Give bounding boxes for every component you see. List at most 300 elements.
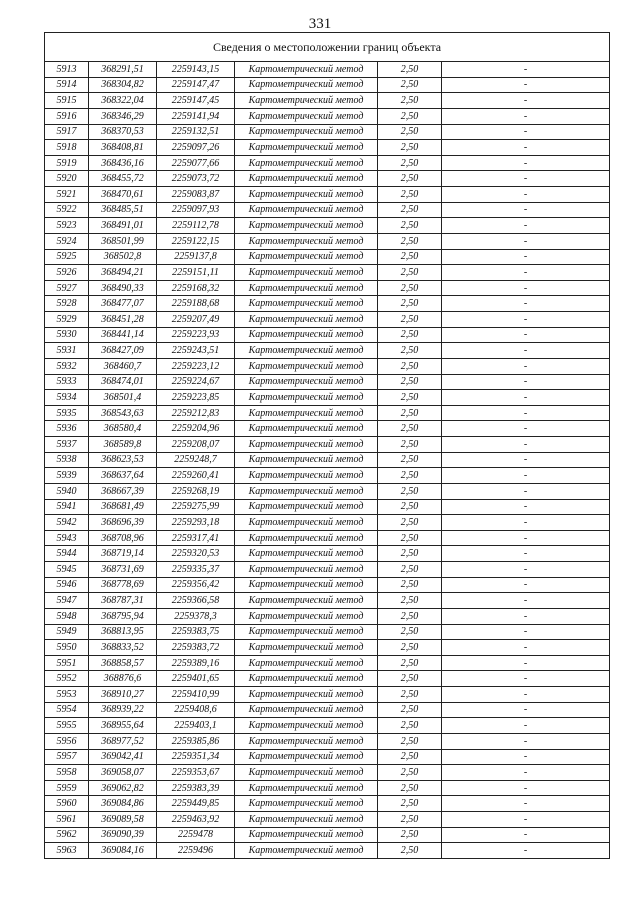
accuracy-cell: 2,50 — [378, 593, 442, 609]
point-number-cell: 5958 — [45, 765, 89, 781]
coord-x-cell: 368291,51 — [89, 62, 157, 78]
coord-x-cell: 368494,21 — [89, 265, 157, 281]
coord-y-cell: 2259132,51 — [157, 124, 235, 140]
coord-y-cell: 2259478 — [157, 827, 235, 843]
coord-x-cell: 368455,72 — [89, 171, 157, 187]
point-number-cell: 5921 — [45, 187, 89, 203]
accuracy-cell: 2,50 — [378, 202, 442, 218]
accuracy-cell: 2,50 — [378, 187, 442, 203]
coord-x-cell: 368637,64 — [89, 468, 157, 484]
table-row — [45, 390, 610, 406]
point-number-cell: 5930 — [45, 327, 89, 343]
note-cell: - — [442, 749, 610, 765]
point-number-cell: 5959 — [45, 780, 89, 796]
table-row — [45, 702, 610, 718]
accuracy-cell: 2,50 — [378, 93, 442, 109]
point-number-cell: 5927 — [45, 280, 89, 296]
table-row — [45, 124, 610, 140]
point-number-cell: 5931 — [45, 343, 89, 359]
table-row — [45, 327, 610, 343]
note-cell: - — [442, 233, 610, 249]
coord-x-cell: 368681,49 — [89, 499, 157, 515]
coord-y-cell: 2259385,86 — [157, 733, 235, 749]
accuracy-cell: 2,50 — [378, 124, 442, 140]
coord-y-cell: 2259389,16 — [157, 655, 235, 671]
accuracy-cell: 2,50 — [378, 218, 442, 234]
accuracy-cell: 2,50 — [378, 530, 442, 546]
note-cell: - — [442, 327, 610, 343]
accuracy-cell: 2,50 — [378, 155, 442, 171]
note-cell: - — [442, 218, 610, 234]
table-row — [45, 624, 610, 640]
method-cell: Картометрический метод — [235, 108, 378, 124]
method-cell: Картометрический метод — [235, 687, 378, 703]
method-cell: Картометрический метод — [235, 780, 378, 796]
note-cell: - — [442, 312, 610, 328]
note-cell: - — [442, 655, 610, 671]
note-cell: - — [442, 671, 610, 687]
point-number-cell: 5954 — [45, 702, 89, 718]
coord-y-cell: 2259268,19 — [157, 483, 235, 499]
point-number-cell: 5916 — [45, 108, 89, 124]
note-cell: - — [442, 608, 610, 624]
coord-x-cell: 368787,31 — [89, 593, 157, 609]
accuracy-cell: 2,50 — [378, 390, 442, 406]
table-row — [45, 202, 610, 218]
coord-x-cell: 368370,53 — [89, 124, 157, 140]
coord-x-cell: 368501,99 — [89, 233, 157, 249]
accuracy-cell: 2,50 — [378, 405, 442, 421]
table-row — [45, 93, 610, 109]
method-cell: Картометрический метод — [235, 499, 378, 515]
accuracy-cell: 2,50 — [378, 77, 442, 93]
method-cell: Картометрический метод — [235, 593, 378, 609]
coord-x-cell: 368667,39 — [89, 483, 157, 499]
coord-y-cell: 2259224,67 — [157, 374, 235, 390]
note-cell: - — [442, 171, 610, 187]
note-cell: - — [442, 452, 610, 468]
coord-y-cell: 2259143,15 — [157, 62, 235, 78]
coord-y-cell: 2259351,34 — [157, 749, 235, 765]
coord-x-cell: 368491,01 — [89, 218, 157, 234]
note-cell: - — [442, 515, 610, 531]
note-cell: - — [442, 687, 610, 703]
point-number-cell: 5943 — [45, 530, 89, 546]
point-number-cell: 5953 — [45, 687, 89, 703]
method-cell: Картометрический метод — [235, 608, 378, 624]
accuracy-cell: 2,50 — [378, 249, 442, 265]
method-cell: Картометрический метод — [235, 140, 378, 156]
method-cell: Картометрический метод — [235, 374, 378, 390]
accuracy-cell: 2,50 — [378, 374, 442, 390]
note-cell: - — [442, 624, 610, 640]
coord-x-cell: 368876,6 — [89, 671, 157, 687]
coord-y-cell: 2259141,94 — [157, 108, 235, 124]
method-cell: Картометрический метод — [235, 437, 378, 453]
coord-y-cell: 2259403,1 — [157, 718, 235, 734]
coord-y-cell: 2259223,93 — [157, 327, 235, 343]
note-cell: - — [442, 124, 610, 140]
note-cell: - — [442, 108, 610, 124]
method-cell: Картометрический метод — [235, 171, 378, 187]
note-cell: - — [442, 280, 610, 296]
accuracy-cell: 2,50 — [378, 765, 442, 781]
method-cell: Картометрический метод — [235, 421, 378, 437]
point-number-cell: 5939 — [45, 468, 89, 484]
coord-x-cell: 368719,14 — [89, 546, 157, 562]
accuracy-cell: 2,50 — [378, 608, 442, 624]
point-number-cell: 5929 — [45, 312, 89, 328]
accuracy-cell: 2,50 — [378, 468, 442, 484]
point-number-cell: 5928 — [45, 296, 89, 312]
method-cell: Картометрический метод — [235, 515, 378, 531]
method-cell: Картометрический метод — [235, 249, 378, 265]
point-number-cell: 5948 — [45, 608, 89, 624]
accuracy-cell: 2,50 — [378, 624, 442, 640]
accuracy-cell: 2,50 — [378, 437, 442, 453]
coord-x-cell: 369042,41 — [89, 749, 157, 765]
coord-x-cell: 369058,07 — [89, 765, 157, 781]
note-cell: - — [442, 530, 610, 546]
coord-y-cell: 2259204,96 — [157, 421, 235, 437]
coord-x-cell: 368477,07 — [89, 296, 157, 312]
table-row — [45, 577, 610, 593]
coord-x-cell: 368436,16 — [89, 155, 157, 171]
table-row — [45, 687, 610, 703]
coord-y-cell: 2259378,3 — [157, 608, 235, 624]
point-number-cell: 5962 — [45, 827, 89, 843]
note-cell: - — [442, 155, 610, 171]
note-cell: - — [442, 265, 610, 281]
point-number-cell: 5933 — [45, 374, 89, 390]
coord-x-cell: 368346,29 — [89, 108, 157, 124]
table-row — [45, 733, 610, 749]
table-row — [45, 280, 610, 296]
coord-y-cell: 2259335,37 — [157, 562, 235, 578]
method-cell: Картометрический метод — [235, 218, 378, 234]
point-number-cell: 5940 — [45, 483, 89, 499]
coord-y-cell: 2259097,26 — [157, 140, 235, 156]
method-cell: Картометрический метод — [235, 562, 378, 578]
note-cell: - — [442, 640, 610, 656]
table-row — [45, 421, 610, 437]
coord-y-cell: 2259401,65 — [157, 671, 235, 687]
coord-x-cell: 369084,16 — [89, 843, 157, 859]
table-row — [45, 843, 610, 859]
coord-y-cell: 2259147,45 — [157, 93, 235, 109]
table-row — [45, 780, 610, 796]
method-cell: Картометрический метод — [235, 671, 378, 687]
method-cell: Картометрический метод — [235, 124, 378, 140]
point-number-cell: 5923 — [45, 218, 89, 234]
coord-y-cell: 2259137,8 — [157, 249, 235, 265]
table-title-row — [45, 33, 610, 62]
coord-y-cell: 2259463,92 — [157, 812, 235, 828]
table-row — [45, 233, 610, 249]
coord-y-cell: 2259097,93 — [157, 202, 235, 218]
coord-x-cell: 368490,33 — [89, 280, 157, 296]
coord-x-cell: 368485,51 — [89, 202, 157, 218]
note-cell: - — [442, 546, 610, 562]
accuracy-cell: 2,50 — [378, 843, 442, 859]
accuracy-cell: 2,50 — [378, 452, 442, 468]
coord-x-cell: 368833,52 — [89, 640, 157, 656]
coord-x-cell: 368910,27 — [89, 687, 157, 703]
method-cell: Картометрический метод — [235, 468, 378, 484]
table-row — [45, 608, 610, 624]
method-cell: Картометрический метод — [235, 62, 378, 78]
point-number-cell: 5913 — [45, 62, 89, 78]
method-cell: Картометрический метод — [235, 233, 378, 249]
accuracy-cell: 2,50 — [378, 483, 442, 499]
accuracy-cell: 2,50 — [378, 640, 442, 656]
table-row — [45, 640, 610, 656]
coord-x-cell: 368580,4 — [89, 421, 157, 437]
note-cell: - — [442, 765, 610, 781]
accuracy-cell: 2,50 — [378, 546, 442, 562]
coord-y-cell: 2259077,66 — [157, 155, 235, 171]
table-row — [45, 765, 610, 781]
method-cell: Картометрический метод — [235, 749, 378, 765]
coord-x-cell: 368451,28 — [89, 312, 157, 328]
table-row — [45, 718, 610, 734]
table-row — [45, 468, 610, 484]
point-number-cell: 5926 — [45, 265, 89, 281]
table-row — [45, 671, 610, 687]
coord-y-cell: 2259260,41 — [157, 468, 235, 484]
point-number-cell: 5919 — [45, 155, 89, 171]
coord-x-cell: 368501,4 — [89, 390, 157, 406]
table-body — [45, 33, 610, 859]
coord-x-cell: 368304,82 — [89, 77, 157, 93]
note-cell: - — [442, 374, 610, 390]
note-cell: - — [442, 780, 610, 796]
accuracy-cell: 2,50 — [378, 233, 442, 249]
coord-x-cell: 368460,7 — [89, 358, 157, 374]
table-row — [45, 218, 610, 234]
point-number-cell: 5935 — [45, 405, 89, 421]
table-row — [45, 358, 610, 374]
accuracy-cell: 2,50 — [378, 687, 442, 703]
table-row — [45, 171, 610, 187]
point-number-cell: 5917 — [45, 124, 89, 140]
coord-y-cell: 2259112,78 — [157, 218, 235, 234]
table-row — [45, 62, 610, 78]
method-cell: Картометрический метод — [235, 640, 378, 656]
point-number-cell: 5924 — [45, 233, 89, 249]
note-cell: - — [442, 249, 610, 265]
note-cell: - — [442, 702, 610, 718]
table-row — [45, 265, 610, 281]
coord-y-cell: 2259208,07 — [157, 437, 235, 453]
table-row — [45, 499, 610, 515]
coord-y-cell: 2259383,72 — [157, 640, 235, 656]
point-number-cell: 5918 — [45, 140, 89, 156]
coord-y-cell: 2259212,83 — [157, 405, 235, 421]
note-cell: - — [442, 421, 610, 437]
note-cell: - — [442, 343, 610, 359]
note-cell: - — [442, 827, 610, 843]
method-cell: Картометрический метод — [235, 655, 378, 671]
accuracy-cell: 2,50 — [378, 343, 442, 359]
note-cell: - — [442, 93, 610, 109]
point-number-cell: 5952 — [45, 671, 89, 687]
point-number-cell: 5932 — [45, 358, 89, 374]
accuracy-cell: 2,50 — [378, 140, 442, 156]
method-cell: Картометрический метод — [235, 577, 378, 593]
method-cell: Картометрический метод — [235, 202, 378, 218]
point-number-cell: 5961 — [45, 812, 89, 828]
method-cell: Картометрический метод — [235, 405, 378, 421]
coord-x-cell: 368474,01 — [89, 374, 157, 390]
coord-x-cell: 368977,52 — [89, 733, 157, 749]
table-row — [45, 749, 610, 765]
table-row — [45, 827, 610, 843]
method-cell: Картометрический метод — [235, 796, 378, 812]
method-cell: Картометрический метод — [235, 624, 378, 640]
coord-x-cell: 368955,64 — [89, 718, 157, 734]
method-cell: Картометрический метод — [235, 155, 378, 171]
point-number-cell: 5955 — [45, 718, 89, 734]
coord-x-cell: 368408,81 — [89, 140, 157, 156]
point-number-cell: 5915 — [45, 93, 89, 109]
coord-x-cell: 368731,69 — [89, 562, 157, 578]
accuracy-cell: 2,50 — [378, 296, 442, 312]
note-cell: - — [442, 62, 610, 78]
note-cell: - — [442, 468, 610, 484]
coord-x-cell: 369084,86 — [89, 796, 157, 812]
coord-y-cell: 2259496 — [157, 843, 235, 859]
note-cell: - — [442, 405, 610, 421]
note-cell: - — [442, 562, 610, 578]
table-row — [45, 140, 610, 156]
note-cell: - — [442, 140, 610, 156]
coord-y-cell: 2259408,6 — [157, 702, 235, 718]
accuracy-cell: 2,50 — [378, 812, 442, 828]
note-cell: - — [442, 358, 610, 374]
coord-x-cell: 369089,58 — [89, 812, 157, 828]
method-cell: Картометрический метод — [235, 733, 378, 749]
accuracy-cell: 2,50 — [378, 515, 442, 531]
point-number-cell: 5920 — [45, 171, 89, 187]
accuracy-cell: 2,50 — [378, 671, 442, 687]
point-number-cell: 5960 — [45, 796, 89, 812]
method-cell: Картометрический метод — [235, 546, 378, 562]
coord-y-cell: 2259207,49 — [157, 312, 235, 328]
point-number-cell: 5925 — [45, 249, 89, 265]
point-number-cell: 5957 — [45, 749, 89, 765]
accuracy-cell: 2,50 — [378, 62, 442, 78]
coord-y-cell: 2259188,68 — [157, 296, 235, 312]
method-cell: Картометрический метод — [235, 265, 378, 281]
boundary-table — [44, 32, 610, 859]
coord-x-cell: 368623,53 — [89, 452, 157, 468]
note-cell: - — [442, 733, 610, 749]
coord-y-cell: 2259383,39 — [157, 780, 235, 796]
table-row — [45, 296, 610, 312]
accuracy-cell: 2,50 — [378, 265, 442, 281]
accuracy-cell: 2,50 — [378, 108, 442, 124]
point-number-cell: 5946 — [45, 577, 89, 593]
note-cell: - — [442, 577, 610, 593]
coord-x-cell: 368795,94 — [89, 608, 157, 624]
table-row — [45, 312, 610, 328]
coord-y-cell: 2259168,32 — [157, 280, 235, 296]
note-cell: - — [442, 593, 610, 609]
point-number-cell: 5937 — [45, 437, 89, 453]
method-cell: Картометрический метод — [235, 390, 378, 406]
coord-y-cell: 2259243,51 — [157, 343, 235, 359]
table-row — [45, 796, 610, 812]
method-cell: Картометрический метод — [235, 312, 378, 328]
accuracy-cell: 2,50 — [378, 499, 442, 515]
accuracy-cell: 2,50 — [378, 312, 442, 328]
table-row — [45, 437, 610, 453]
accuracy-cell: 2,50 — [378, 327, 442, 343]
note-cell: - — [442, 718, 610, 734]
table-row — [45, 530, 610, 546]
table-row — [45, 655, 610, 671]
coord-y-cell: 2259317,41 — [157, 530, 235, 546]
table-row — [45, 374, 610, 390]
coord-x-cell: 368858,57 — [89, 655, 157, 671]
method-cell: Картометрический метод — [235, 358, 378, 374]
point-number-cell: 5963 — [45, 843, 89, 859]
coord-y-cell: 2259248,7 — [157, 452, 235, 468]
coord-x-cell: 369062,82 — [89, 780, 157, 796]
coord-x-cell: 368502,8 — [89, 249, 157, 265]
page-number: 331 — [308, 16, 332, 32]
coord-x-cell: 368543,63 — [89, 405, 157, 421]
method-cell: Картометрический метод — [235, 452, 378, 468]
method-cell: Картометрический метод — [235, 483, 378, 499]
coord-y-cell: 2259410,99 — [157, 687, 235, 703]
coord-x-cell: 368939,22 — [89, 702, 157, 718]
accuracy-cell: 2,50 — [378, 827, 442, 843]
coord-y-cell: 2259353,67 — [157, 765, 235, 781]
method-cell: Картометрический метод — [235, 187, 378, 203]
table-row — [45, 249, 610, 265]
table-row — [45, 483, 610, 499]
table-row — [45, 155, 610, 171]
table-row — [45, 405, 610, 421]
accuracy-cell: 2,50 — [378, 421, 442, 437]
accuracy-cell: 2,50 — [378, 562, 442, 578]
note-cell: - — [442, 483, 610, 499]
point-number-cell: 5942 — [45, 515, 89, 531]
point-number-cell: 5950 — [45, 640, 89, 656]
point-number-cell: 5922 — [45, 202, 89, 218]
coord-y-cell: 2259293,18 — [157, 515, 235, 531]
method-cell: Картометрический метод — [235, 718, 378, 734]
table-row — [45, 187, 610, 203]
coord-y-cell: 2259320,53 — [157, 546, 235, 562]
point-number-cell: 5951 — [45, 655, 89, 671]
method-cell: Картометрический метод — [235, 765, 378, 781]
note-cell: - — [442, 812, 610, 828]
accuracy-cell: 2,50 — [378, 796, 442, 812]
note-cell: - — [442, 796, 610, 812]
coord-x-cell: 368708,96 — [89, 530, 157, 546]
accuracy-cell: 2,50 — [378, 702, 442, 718]
method-cell: Картометрический метод — [235, 327, 378, 343]
table-row — [45, 546, 610, 562]
note-cell: - — [442, 390, 610, 406]
note-cell: - — [442, 202, 610, 218]
table-row — [45, 77, 610, 93]
table-row — [45, 108, 610, 124]
coord-y-cell: 2259083,87 — [157, 187, 235, 203]
